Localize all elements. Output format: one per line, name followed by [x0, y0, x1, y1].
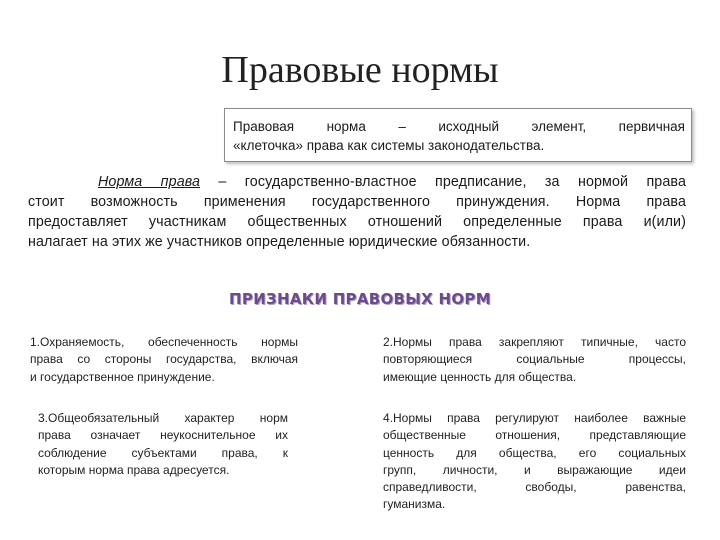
feature-4-line: 4.Нормы права регулируют наиболее важные	[383, 411, 686, 425]
feature-2	[383, 334, 686, 386]
feature-3-line: которым норма права адресуется.	[38, 462, 230, 477]
paragraph-line-1-rest: – государственно-властное предписание, за нормой права	[200, 174, 686, 190]
feature-4-line: справедливости, свободы, равенства,	[383, 480, 686, 495]
paragraph-line-2: стоит возможность применения государственного принуждения. Норма права	[28, 194, 686, 210]
features-heading: ПРИЗНАКИ ПРАВОВЫХ НОРМ	[229, 290, 491, 308]
feature-1-line: 1.Охраняемость, обеспеченность нормы	[30, 335, 298, 349]
feature-3	[38, 410, 288, 479]
feature-3-line: 3.Общеобязательный характер норм	[38, 411, 288, 425]
feature-4	[383, 410, 686, 514]
feature-4-line: ценность для общества, его социальных	[383, 445, 686, 460]
paragraph-term: Норма права	[98, 174, 201, 190]
definition-box	[224, 108, 692, 162]
paragraph-line-1	[28, 172, 686, 192]
feature-1-line: и государственное принуждение.	[30, 369, 215, 384]
feature-4-line: общественные отношения, представляющие	[383, 428, 686, 443]
feature-3-line: права означает неукоснительное их	[38, 428, 288, 443]
feature-2-line: имеющие ценность для общества.	[383, 369, 577, 384]
definition-line-1: Правовая норма – исходный элемент, первичная	[233, 119, 685, 134]
feature-2-line: 2.Нормы права закрепляют типичные, часто	[383, 335, 686, 349]
definition-line-2: «клеточка» права как системы законодательства.	[233, 138, 545, 153]
definition-paragraph	[28, 172, 686, 252]
feature-1-line: права со стороны государства, включая	[30, 352, 298, 367]
slide-title: Правовые нормы	[221, 49, 499, 91]
feature-4-line: групп, личности, и выражающие идеи	[383, 462, 686, 477]
feature-2-line: повторяющиеся социальные процессы,	[383, 352, 686, 367]
feature-4-line: гуманизма.	[383, 497, 446, 512]
feature-1	[30, 334, 298, 386]
paragraph-line-4: налагает на этих же участников определенные юридические обязанности.	[28, 234, 531, 250]
feature-3-line: соблюдение субъектами права, к	[38, 445, 288, 460]
paragraph-line-3: предоставляет участникам общественных отношений определенные права и(или)	[28, 214, 686, 230]
